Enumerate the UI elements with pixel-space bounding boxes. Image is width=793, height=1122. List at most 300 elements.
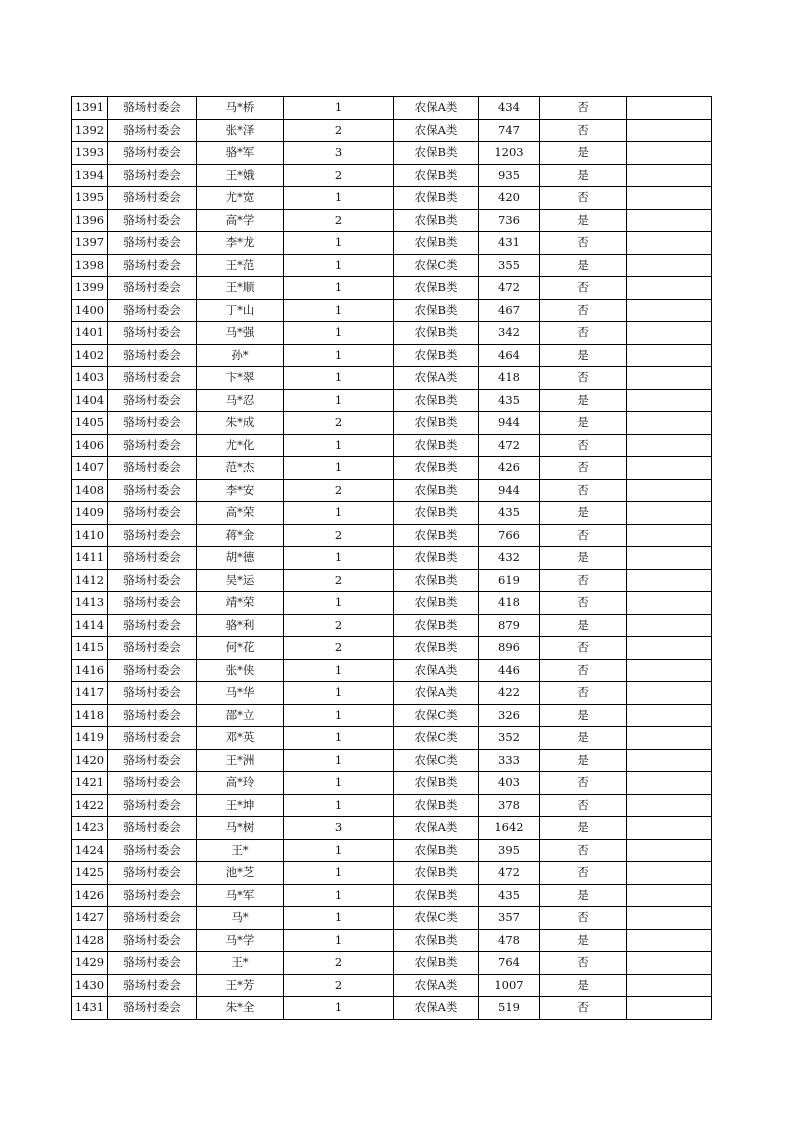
cell-members: 1 [284,839,394,862]
cell-amount: 352 [479,727,540,750]
cell-members: 2 [284,569,394,592]
cell-village: 骆场村委会 [108,502,197,525]
cell-name: 马*学 [197,929,284,952]
cell-seq: 1395 [72,187,108,210]
table-row [72,569,712,592]
cell-note [627,344,712,367]
cell-members: 2 [284,164,394,187]
cell-village: 骆场村委会 [108,457,197,480]
cell-category: 农保B类 [394,322,479,345]
cell-members: 3 [284,142,394,165]
cell-name: 马*华 [197,682,284,705]
cell-village: 骆场村委会 [108,367,197,390]
cell-village: 骆场村委会 [108,817,197,840]
cell-category: 农保C类 [394,727,479,750]
cell-seq: 1423 [72,817,108,840]
table-row [72,97,712,120]
cell-flag: 否 [540,299,627,322]
table-row [72,232,712,255]
cell-flag: 否 [540,907,627,930]
cell-flag: 否 [540,659,627,682]
table-row [72,209,712,232]
cell-flag: 是 [540,704,627,727]
cell-village: 骆场村委会 [108,637,197,660]
cell-flag: 是 [540,164,627,187]
cell-name: 池*芝 [197,862,284,885]
cell-name: 马*树 [197,817,284,840]
cell-flag: 否 [540,862,627,885]
cell-amount: 422 [479,682,540,705]
cell-seq: 1417 [72,682,108,705]
table-row [72,254,712,277]
cell-members: 1 [284,749,394,772]
cell-seq: 1408 [72,479,108,502]
cell-note [627,142,712,165]
cell-village: 骆场村委会 [108,322,197,345]
cell-members: 1 [284,929,394,952]
table-row [72,659,712,682]
cell-amount: 431 [479,232,540,255]
cell-name: 马*强 [197,322,284,345]
table-row [72,367,712,390]
cell-village: 骆场村委会 [108,389,197,412]
cell-members: 2 [284,524,394,547]
cell-members: 1 [284,704,394,727]
cell-members: 1 [284,232,394,255]
cell-members: 1 [284,547,394,570]
cell-category: 农保C类 [394,254,479,277]
table-row [72,187,712,210]
cell-flag: 否 [540,569,627,592]
table-row [72,884,712,907]
cell-name: 高*学 [197,209,284,232]
cell-note [627,322,712,345]
cell-flag: 否 [540,434,627,457]
cell-flag: 是 [540,389,627,412]
cell-category: 农保B类 [394,299,479,322]
cell-note [627,817,712,840]
cell-seq: 1426 [72,884,108,907]
cell-note [627,254,712,277]
cell-flag: 否 [540,97,627,120]
cell-members: 1 [284,389,394,412]
table-row [72,434,712,457]
cell-amount: 764 [479,952,540,975]
cell-amount: 944 [479,479,540,502]
table-row [72,164,712,187]
cell-name: 高*玲 [197,772,284,795]
cell-flag: 否 [540,592,627,615]
cell-category: 农保B类 [394,569,479,592]
cell-name: 李*安 [197,479,284,502]
cell-note [627,502,712,525]
cell-category: 农保B类 [394,142,479,165]
table-row [72,614,712,637]
cell-members: 1 [284,187,394,210]
cell-category: 农保B类 [394,389,479,412]
cell-flag: 是 [540,412,627,435]
cell-village: 骆场村委会 [108,344,197,367]
cell-seq: 1399 [72,277,108,300]
cell-note [627,749,712,772]
cell-seq: 1410 [72,524,108,547]
cell-name: 骆*军 [197,142,284,165]
cell-members: 1 [284,862,394,885]
cell-category: 农保B类 [394,232,479,255]
table-row [72,592,712,615]
cell-name: 高*荣 [197,502,284,525]
cell-seq: 1398 [72,254,108,277]
cell-amount: 435 [479,884,540,907]
cell-members: 2 [284,614,394,637]
cell-name: 王* [197,952,284,975]
cell-seq: 1421 [72,772,108,795]
cell-amount: 747 [479,119,540,142]
cell-amount: 435 [479,502,540,525]
cell-seq: 1416 [72,659,108,682]
cell-note [627,164,712,187]
cell-village: 骆场村委会 [108,254,197,277]
cell-name: 王*范 [197,254,284,277]
cell-flag: 是 [540,502,627,525]
table-row [72,344,712,367]
cell-flag: 否 [540,637,627,660]
cell-note [627,524,712,547]
cell-name: 马*桥 [197,97,284,120]
cell-members: 2 [284,637,394,660]
cell-seq: 1411 [72,547,108,570]
cell-village: 骆场村委会 [108,929,197,952]
table-row [72,277,712,300]
cell-amount: 435 [479,389,540,412]
cell-category: 农保B类 [394,929,479,952]
cell-note [627,727,712,750]
cell-members: 2 [284,119,394,142]
cell-flag: 是 [540,727,627,750]
cell-flag: 否 [540,997,627,1020]
cell-members: 1 [284,997,394,1020]
cell-name: 蒋*金 [197,524,284,547]
table-row [72,479,712,502]
cell-note [627,457,712,480]
cell-amount: 432 [479,547,540,570]
table-row [72,772,712,795]
cell-seq: 1428 [72,929,108,952]
table-row [72,974,712,997]
cell-note [627,839,712,862]
cell-members: 1 [284,322,394,345]
cell-flag: 否 [540,119,627,142]
cell-village: 骆场村委会 [108,119,197,142]
cell-members: 1 [284,434,394,457]
cell-category: 农保B类 [394,434,479,457]
table-row [72,839,712,862]
cell-village: 骆场村委会 [108,659,197,682]
table-row [72,299,712,322]
cell-amount: 472 [479,434,540,457]
cell-name: 范*杰 [197,457,284,480]
cell-seq: 1418 [72,704,108,727]
cell-name: 孙* [197,344,284,367]
cell-category: 农保B类 [394,839,479,862]
cell-category: 农保B类 [394,614,479,637]
cell-village: 骆场村委会 [108,412,197,435]
cell-note [627,952,712,975]
cell-note [627,974,712,997]
cell-village: 骆场村委会 [108,142,197,165]
cell-name: 张*侠 [197,659,284,682]
cell-amount: 355 [479,254,540,277]
table-row [72,389,712,412]
table-row [72,794,712,817]
cell-amount: 357 [479,907,540,930]
cell-members: 1 [284,592,394,615]
cell-village: 骆场村委会 [108,277,197,300]
cell-flag: 是 [540,884,627,907]
cell-category: 农保C类 [394,704,479,727]
cell-category: 农保B类 [394,884,479,907]
cell-category: 农保B类 [394,862,479,885]
cell-category: 农保B类 [394,164,479,187]
table-row [72,997,712,1020]
cell-village: 骆场村委会 [108,952,197,975]
cell-village: 骆场村委会 [108,794,197,817]
cell-note [627,929,712,952]
cell-name: 马* [197,907,284,930]
cell-seq: 1394 [72,164,108,187]
cell-amount: 1203 [479,142,540,165]
cell-amount: 395 [479,839,540,862]
cell-flag: 否 [540,524,627,547]
cell-members: 2 [284,412,394,435]
cell-seq: 1396 [72,209,108,232]
cell-name: 王*洲 [197,749,284,772]
cell-members: 2 [284,952,394,975]
cell-seq: 1429 [72,952,108,975]
table-row [72,457,712,480]
cell-category: 农保B类 [394,209,479,232]
cell-village: 骆场村委会 [108,524,197,547]
cell-seq: 1391 [72,97,108,120]
cell-amount: 418 [479,592,540,615]
table-body [72,97,712,1020]
cell-note [627,997,712,1020]
cell-name: 靖*荣 [197,592,284,615]
cell-members: 2 [284,209,394,232]
cell-seq: 1402 [72,344,108,367]
cell-category: 农保B类 [394,412,479,435]
cell-note [627,367,712,390]
cell-note [627,637,712,660]
cell-members: 3 [284,817,394,840]
cell-seq: 1397 [72,232,108,255]
cell-category: 农保C类 [394,907,479,930]
cell-category: 农保A类 [394,97,479,120]
cell-seq: 1403 [72,367,108,390]
cell-name: 卞*翠 [197,367,284,390]
cell-members: 1 [284,772,394,795]
cell-category: 农保B类 [394,547,479,570]
cell-note [627,412,712,435]
cell-village: 骆场村委会 [108,974,197,997]
cell-category: 农保B类 [394,952,479,975]
cell-category: 农保A类 [394,682,479,705]
cell-members: 1 [284,884,394,907]
cell-category: 农保A类 [394,367,479,390]
cell-category: 农保A类 [394,659,479,682]
cell-name: 李*龙 [197,232,284,255]
cell-flag: 是 [540,209,627,232]
cell-name: 胡*德 [197,547,284,570]
cell-village: 骆场村委会 [108,164,197,187]
cell-category: 农保B类 [394,772,479,795]
table-row [72,907,712,930]
cell-note [627,884,712,907]
cell-note [627,97,712,120]
cell-note [627,682,712,705]
cell-amount: 342 [479,322,540,345]
cell-amount: 944 [479,412,540,435]
table-row [72,862,712,885]
cell-members: 2 [284,974,394,997]
cell-flag: 是 [540,547,627,570]
cell-flag: 否 [540,682,627,705]
cell-flag: 否 [540,772,627,795]
cell-seq: 1414 [72,614,108,637]
cell-note [627,862,712,885]
cell-flag: 否 [540,794,627,817]
cell-category: 农保B类 [394,637,479,660]
cell-village: 骆场村委会 [108,614,197,637]
cell-village: 骆场村委会 [108,479,197,502]
cell-note [627,547,712,570]
cell-seq: 1431 [72,997,108,1020]
cell-members: 1 [284,277,394,300]
cell-amount: 1642 [479,817,540,840]
cell-amount: 446 [479,659,540,682]
cell-seq: 1422 [72,794,108,817]
cell-note [627,704,712,727]
cell-category: 农保B类 [394,479,479,502]
cell-amount: 519 [479,997,540,1020]
cell-seq: 1419 [72,727,108,750]
cell-members: 1 [284,659,394,682]
cell-seq: 1415 [72,637,108,660]
cell-name: 邵*立 [197,704,284,727]
cell-members: 1 [284,727,394,750]
cell-village: 骆场村委会 [108,209,197,232]
table-row [72,142,712,165]
cell-name: 王* [197,839,284,862]
cell-seq: 1404 [72,389,108,412]
cell-village: 骆场村委会 [108,704,197,727]
cell-amount: 418 [479,367,540,390]
cell-note [627,907,712,930]
cell-flag: 是 [540,254,627,277]
cell-seq: 1420 [72,749,108,772]
cell-amount: 478 [479,929,540,952]
cell-members: 1 [284,907,394,930]
cell-amount: 326 [479,704,540,727]
cell-flag: 否 [540,232,627,255]
cell-category: 农保A类 [394,119,479,142]
table-row [72,929,712,952]
table-row [72,749,712,772]
cell-name: 尤*化 [197,434,284,457]
cell-members: 1 [284,344,394,367]
cell-name: 何*花 [197,637,284,660]
cell-seq: 1430 [72,974,108,997]
cell-flag: 否 [540,277,627,300]
cell-seq: 1412 [72,569,108,592]
cell-flag: 是 [540,817,627,840]
table-row [72,727,712,750]
cell-village: 骆场村委会 [108,97,197,120]
table-row [72,637,712,660]
cell-village: 骆场村委会 [108,727,197,750]
cell-amount: 1007 [479,974,540,997]
table-row [72,322,712,345]
table-row [72,502,712,525]
cell-amount: 378 [479,794,540,817]
cell-flag: 是 [540,614,627,637]
cell-category: 农保B类 [394,187,479,210]
cell-name: 丁*山 [197,299,284,322]
cell-village: 骆场村委会 [108,592,197,615]
cell-name: 骆*利 [197,614,284,637]
cell-flag: 是 [540,142,627,165]
cell-name: 马*军 [197,884,284,907]
cell-category: 农保B类 [394,524,479,547]
cell-amount: 619 [479,569,540,592]
cell-amount: 766 [479,524,540,547]
cell-amount: 403 [479,772,540,795]
cell-category: 农保B类 [394,592,479,615]
cell-note [627,209,712,232]
cell-village: 骆场村委会 [108,547,197,570]
cell-name: 王*坤 [197,794,284,817]
cell-note [627,434,712,457]
table-row [72,682,712,705]
cell-name: 朱*全 [197,997,284,1020]
cell-village: 骆场村委会 [108,187,197,210]
cell-village: 骆场村委会 [108,884,197,907]
cell-village: 骆场村委会 [108,772,197,795]
cell-members: 1 [284,97,394,120]
cell-flag: 否 [540,479,627,502]
cell-note [627,772,712,795]
cell-seq: 1427 [72,907,108,930]
cell-seq: 1425 [72,862,108,885]
cell-amount: 464 [479,344,540,367]
cell-members: 1 [284,299,394,322]
cell-members: 1 [284,502,394,525]
cell-category: 农保B类 [394,277,479,300]
cell-note [627,232,712,255]
cell-amount: 879 [479,614,540,637]
cell-note [627,119,712,142]
cell-village: 骆场村委会 [108,434,197,457]
cell-amount: 935 [479,164,540,187]
cell-name: 邓*英 [197,727,284,750]
cell-amount: 467 [479,299,540,322]
cell-flag: 否 [540,457,627,480]
cell-amount: 896 [479,637,540,660]
cell-note [627,187,712,210]
cell-category: 农保B类 [394,502,479,525]
cell-seq: 1424 [72,839,108,862]
cell-flag: 是 [540,749,627,772]
